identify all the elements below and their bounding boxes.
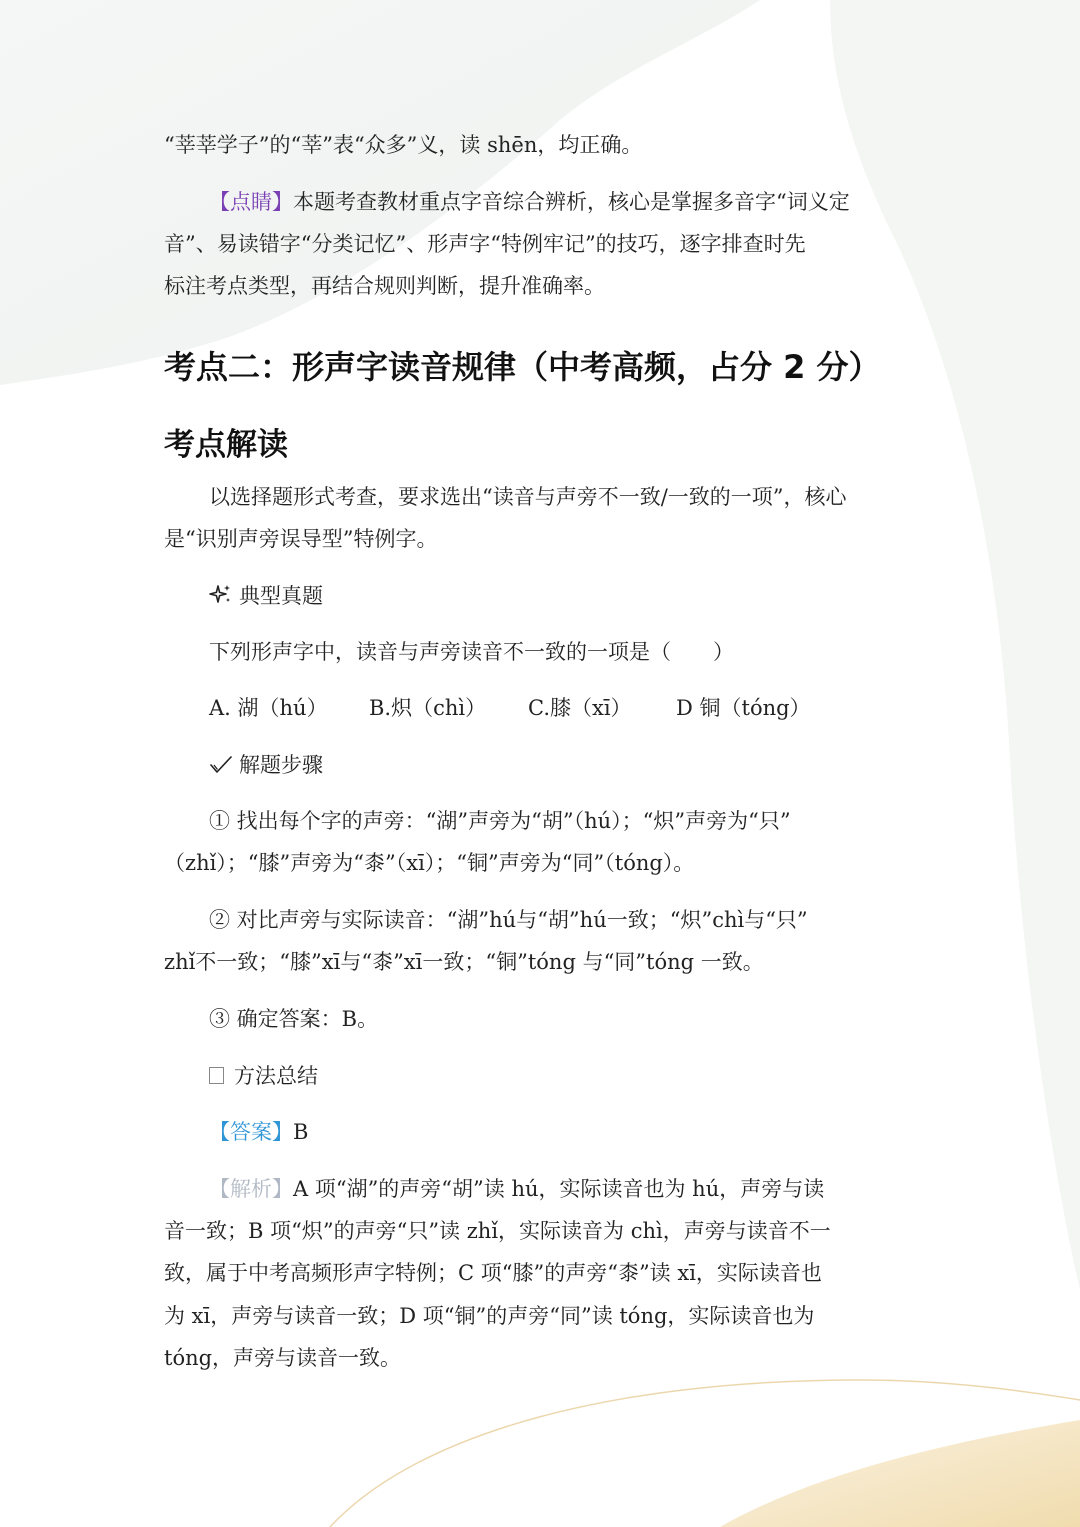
answer-value: B (293, 1120, 309, 1144)
option-a: A. 湖（hú） (209, 696, 328, 720)
analysis-line-1 (209, 1174, 969, 1204)
point-paragraph-line-3: 标注考点类型，再结合规则判断，提升准确率。 (164, 274, 605, 298)
point-paragraph-line-1 (209, 187, 969, 217)
example-heading (209, 581, 969, 611)
point-tag: 【点睛】 (209, 190, 293, 214)
option-c: C.膝（xī） (528, 696, 632, 720)
section-subtitle: 考点解读 (164, 427, 288, 463)
answer-line (209, 1117, 969, 1147)
option-d: D 铜（tóng） (676, 696, 811, 720)
analysis-line-2: 音一致；B 项“炽”的声旁“只”读 zhǐ，实际读音为 chì，声旁与读音不一 (164, 1219, 831, 1243)
step-1-line-2: （zhǐ）；“膝”声旁为“桼”（xī）；“铜”声旁为“同”（tóng）。 (164, 851, 695, 875)
step-2-line-2: zhǐ不一致；“膝”xī与“桼”xī一致；“铜”tóng 与“同”tóng 一致。 (164, 950, 764, 974)
summary-heading (209, 1061, 969, 1091)
section-desc-line-1: 以选择题形式考查，要求选出“读音与声旁不一致/一致的一项”，核心 (209, 485, 847, 509)
analysis-line-4: 为 xī，声旁与读音一致；D 项“铜”的声旁“同”读 tóng，实际读音也为 (164, 1304, 815, 1328)
section-title: 考点二：形声字读音规律（中考高频，占分 2 分） (164, 348, 881, 386)
analysis-tag: 【解析】 (209, 1177, 293, 1201)
sparkle-icon (209, 583, 233, 607)
point-paragraph-line-2: 音”、易读错字“分类记忆”、形声字“特例牢记”的技巧，逐字排查时先 (164, 232, 806, 256)
placeholder-box-icon (209, 1067, 224, 1084)
analysis-line-5: tóng，声旁与读音一致。 (164, 1346, 402, 1370)
answer-tag: 【答案】 (209, 1120, 293, 1144)
intro-line: “莘莘学子”的“莘”表“众多”义，读 shēn，均正确。 (164, 133, 643, 157)
analysis-text-1: A 项“湖”的声旁“胡”读 hú，实际读音也为 hú，声旁与读 (293, 1177, 825, 1201)
example-question: 下列形声字中，读音与声旁读音不一致的一项是（ ） (209, 640, 734, 664)
summary-heading-label: 方法总结 (234, 1064, 318, 1088)
steps-heading-label: 解题步骤 (239, 753, 323, 777)
checkmark-icon (209, 752, 233, 776)
step-1-line-1: ① 找出每个字的声旁：“湖”声旁为“胡”（hú）；“炽”声旁为“只” (209, 809, 791, 833)
option-b: B.炽（chì） (369, 696, 487, 720)
point-text-1: 本题考查教材重点字音综合辨析，核心是掌握多音字“词义定 (293, 190, 850, 214)
example-heading-label: 典型真题 (239, 584, 323, 608)
steps-heading (209, 750, 969, 780)
analysis-line-3: 致，属于中考高频形声字特例；C 项“膝”的声旁“桼”读 xī，实际读音也 (164, 1261, 822, 1285)
step-3: ③ 确定答案：B。 (209, 1007, 379, 1031)
step-2-line-1: ② 对比声旁与实际读音：“湖”hú与“胡”hú一致；“炽”chì与“只” (209, 908, 808, 932)
section-desc-line-2: 是“识别声旁误导型”特例字。 (164, 527, 438, 551)
